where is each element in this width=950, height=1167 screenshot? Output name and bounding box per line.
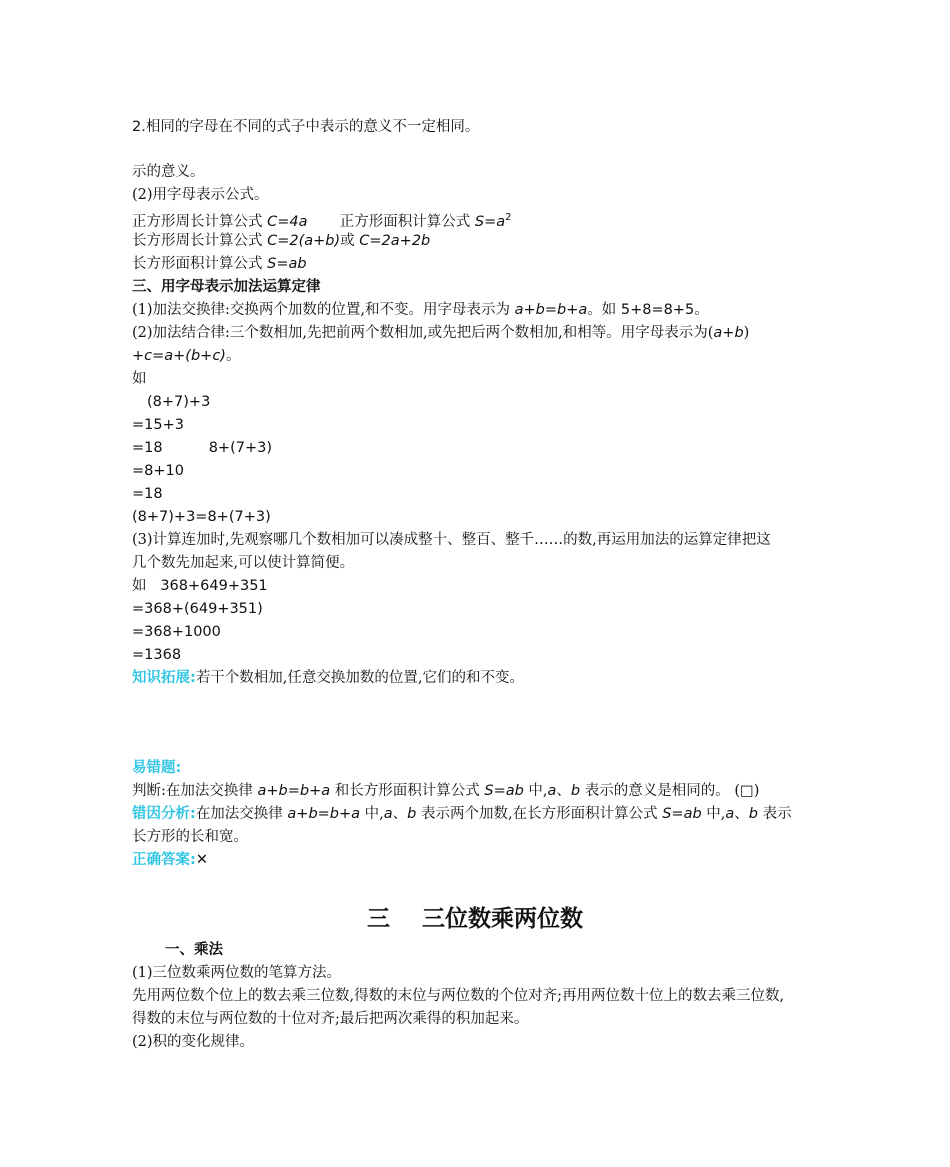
example-2-step-1: =368+(649+351) [132, 601, 263, 617]
line-commutative [132, 300, 709, 320]
line-associative [132, 323, 749, 343]
line-meaning: 示的意义。 [132, 164, 205, 180]
judge-formula-2: S=ab [484, 783, 524, 799]
rect-perimeter-formula-1: C=2(a+b) [267, 233, 341, 249]
square-area-label: 正方形面积计算公式 [339, 214, 475, 230]
line-rect-perimeter [132, 231, 430, 251]
calc-step-5: =18 [132, 486, 163, 502]
calc-conclusion: (8+7)+3=8+(7+3) [132, 509, 271, 525]
error-analysis-cont: 长方形的长和宽。 [132, 829, 248, 845]
ea-var-a-2: a [725, 806, 735, 822]
line-method-desc-1: 先用两位数个位上的数去乘三位数,得数的末位与两位数的个位对齐;再用两位数十位上的数去乘三位数, [132, 988, 785, 1004]
error-analysis [132, 804, 792, 824]
judge-formula-1: a+b=b+a [257, 783, 331, 799]
ea-sep-1: 、 [392, 806, 408, 822]
note-number: 2.相同的字母在不同的式子中表示的意义不一定相同。 [132, 119, 480, 135]
line-formula-heading: (2)用字母表示公式。 [132, 187, 269, 203]
line-example-label: 如 [132, 371, 147, 387]
line-rect-area [132, 254, 307, 274]
answer-box: □ [740, 783, 754, 799]
var-b: b [570, 783, 581, 799]
ea-text-5: 表示 [758, 806, 792, 822]
judge-question [132, 781, 759, 801]
line-method-desc-2: 得数的末位与两位数的十位对齐;最后把两次乘得的积加起来。 [132, 1011, 529, 1027]
calc-step-1: (8+7)+3 [147, 394, 211, 410]
associative-text: (2)加法结合律:三个数相加,先把前两个数相加,或先把后两个数相加,和相等。用字母表示为( [132, 325, 714, 341]
calc-step-3 [132, 438, 272, 458]
ea-sep-2: 、 [734, 806, 749, 822]
associative-formula-part2: +c=a+(b+c) [132, 348, 226, 364]
ea-var-b-2: b [748, 806, 758, 822]
line-associative-cont [132, 346, 240, 366]
line-continuous-add-2: 几个数先加起来,可以使计算简便。 [132, 555, 355, 571]
chapter-title: 三 三位数乘两位数 [366, 906, 584, 932]
error-analysis-label: 错因分析: [132, 806, 196, 822]
line-product-rule: (2)积的变化规律。 [132, 1034, 255, 1050]
paren-close-2: ) [753, 783, 760, 799]
knowledge-extension-text: 若干个数相加,任意交换加数的位置,它们的和不变。 [195, 670, 525, 686]
common-mistake-label: 易错题: [132, 760, 182, 776]
period: 。 [225, 348, 241, 364]
correct-answer [132, 850, 208, 870]
ea-formula-2: S=ab [662, 806, 702, 822]
ea-text-2: 中, [360, 806, 384, 822]
judge-text-4: 表示的意义是相同的。 ( [580, 783, 741, 799]
paren-close: ) [743, 325, 750, 341]
ea-text-4: 中, [701, 806, 726, 822]
line-written-method: (1)三位数乘两位数的笔算方法。 [132, 965, 342, 981]
example-2-expr: 368+649+351 [160, 578, 268, 594]
or-word: 或 [340, 233, 360, 249]
ea-text-3: 表示两个加数,在长方形面积计算公式 [416, 806, 663, 822]
example-2-step-3: =1368 [132, 647, 182, 663]
cross-icon: ✕ [195, 852, 208, 868]
judge-text-1: 判断:在加法交换律 [132, 783, 258, 799]
correct-answer-label: 正确答案: [132, 852, 196, 868]
example-2-step-2: =368+1000 [132, 624, 221, 640]
ea-var-b: b [407, 806, 417, 822]
knowledge-extension [132, 668, 524, 688]
example-2-line [132, 576, 268, 596]
ea-var-a: a [383, 806, 393, 822]
rect-perimeter-formula-2: C=2a+2b [359, 233, 431, 249]
associative-formula-part1: a+b [713, 325, 744, 341]
rect-area-label: 长方形面积计算公式 [132, 256, 268, 272]
example-label: 如 [132, 578, 147, 594]
calc-alt-expr: 8+(7+3) [208, 440, 272, 456]
var-a: a [547, 783, 557, 799]
section-heading-addition-laws: 三、用字母表示加法运算定律 [132, 279, 321, 295]
commutative-formula: a+b=b+a [514, 302, 588, 318]
section-heading-multiplication: 一、乘法 [165, 942, 223, 958]
line-continuous-add-1: (3)计算连加时,先观察哪几个数相加可以凑成整十、整百、整千……的数,再运用加法的运算定律把这 [132, 532, 771, 548]
square-perimeter-formula: C=4a [267, 214, 308, 230]
square-exponent: 2 [505, 212, 512, 223]
line-square-formulas [132, 208, 512, 232]
rect-perimeter-label: 长方形周长计算公式 [132, 233, 268, 249]
line-note-2 [132, 117, 479, 137]
square-perimeter-label: 正方形周长计算公式 [132, 214, 268, 230]
knowledge-extension-label: 知识拓展: [132, 670, 196, 686]
separator: 、 [556, 783, 571, 799]
calc-step-4: =8+10 [132, 463, 184, 479]
judge-text-3: 中, [523, 783, 548, 799]
calc-result-18: =18 [132, 440, 163, 456]
commutative-example: 。如 5+8=8+5。 [587, 302, 709, 318]
square-area-formula: S=a [474, 214, 506, 230]
rect-area-formula: S=ab [267, 256, 307, 272]
ea-formula-1: a+b=b+a [287, 806, 361, 822]
commutative-text: (1)加法交换律:交换两个加数的位置,和不变。用字母表示为 [132, 302, 515, 318]
ea-text-1: 在加法交换律 [195, 806, 288, 822]
judge-text-2: 和长方形面积计算公式 [330, 783, 485, 799]
calc-step-2: =15+3 [132, 417, 184, 433]
